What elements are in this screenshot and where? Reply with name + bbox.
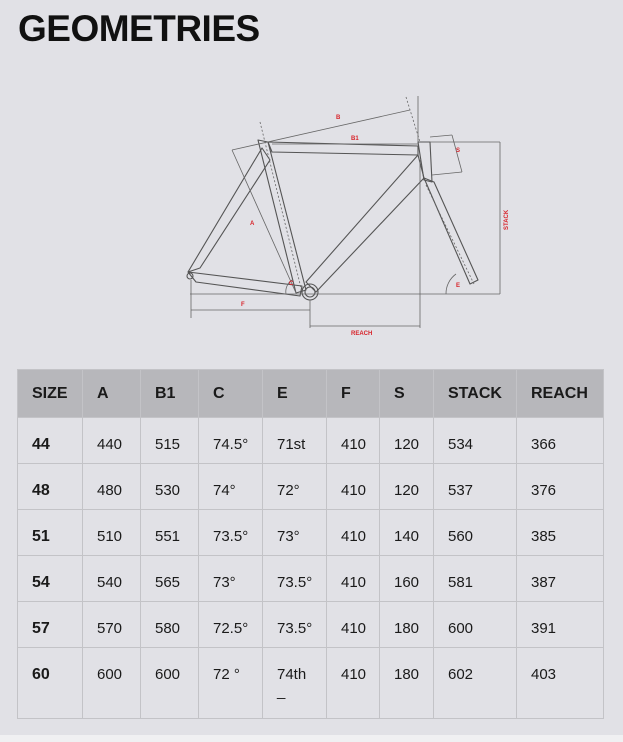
cell-c: 73° (199, 556, 263, 602)
table-row (18, 602, 604, 648)
table-row (18, 510, 604, 556)
cell-f: 410 (327, 464, 380, 510)
cell-e: 73.5° (263, 556, 327, 602)
cell-s: 180 (380, 602, 434, 648)
dim-label-s: S (456, 148, 461, 154)
cell-b1: 580 (141, 602, 199, 648)
cell-a: 600 (83, 648, 141, 719)
cell-reach: 391 (517, 602, 604, 648)
cell-f: 410 (327, 418, 380, 464)
cell-f: 410 (327, 602, 380, 648)
cell-reach: 385 (517, 510, 604, 556)
cell-stack: 560 (434, 510, 517, 556)
cell-s: 140 (380, 510, 434, 556)
header-stack: STACK (434, 370, 517, 418)
cell-b1: 600 (141, 648, 199, 719)
header-c: C (199, 370, 263, 418)
cell-a: 510 (83, 510, 141, 556)
cell-stack: 537 (434, 464, 517, 510)
header-a: A (83, 370, 141, 418)
cell-size: 54 (18, 556, 83, 602)
cell-f: 410 (327, 648, 380, 719)
table-row (18, 556, 604, 602)
cell-size: 48 (18, 464, 83, 510)
cell-s: 120 (380, 418, 434, 464)
table-row (18, 418, 604, 464)
cell-size: 44 (18, 418, 83, 464)
cell-a: 480 (83, 464, 141, 510)
cell-b1: 515 (141, 418, 199, 464)
cell-e: 73° (263, 510, 327, 556)
geometry-table (17, 369, 604, 719)
fork (424, 178, 478, 284)
cell-c: 74° (199, 464, 263, 510)
cell-s: 120 (380, 464, 434, 510)
cell-f: 410 (327, 556, 380, 602)
dim-label-f: F (241, 302, 245, 308)
cell-s: 180 (380, 648, 434, 719)
cell-stack: 600 (434, 602, 517, 648)
cell-a: 570 (83, 602, 141, 648)
seat-tube (258, 140, 306, 293)
dim-label-a: A (250, 221, 255, 227)
cell-b1: 530 (141, 464, 199, 510)
cell-a: 440 (83, 418, 141, 464)
header-f: F (327, 370, 380, 418)
cell-stack: 581 (434, 556, 517, 602)
cell-size: 60 (18, 648, 83, 719)
cell-s: 160 (380, 556, 434, 602)
seat-stay (188, 148, 270, 272)
cell-c: 72 ° (199, 648, 263, 719)
header-size: SIZE (18, 370, 83, 418)
cell-e: 71st (263, 418, 327, 464)
cell-reach: 403 (517, 648, 604, 719)
frame-geometry-diagram (0, 0, 623, 360)
dim-label-e: E (456, 283, 461, 289)
cell-stack: 602 (434, 648, 517, 719)
dim-label-b1: B1 (351, 136, 359, 142)
page-bottom-band (0, 735, 623, 742)
cell-c: 72.5° (199, 602, 263, 648)
cell-f: 410 (327, 510, 380, 556)
header-e: E (263, 370, 327, 418)
table-row (18, 648, 604, 719)
dim-label-b: B (336, 115, 341, 121)
cell-c: 73.5° (199, 510, 263, 556)
cell-size: 51 (18, 510, 83, 556)
cell-c: 74.5° (199, 418, 263, 464)
table-header-row (18, 370, 604, 418)
dim-label-stack: STACK (504, 209, 510, 230)
cell-e: 72° (263, 464, 327, 510)
cell-reach: 376 (517, 464, 604, 510)
header-s: S (380, 370, 434, 418)
dim-label-c: C (289, 281, 294, 287)
cell-e: 73.5° (263, 602, 327, 648)
table-row (18, 464, 604, 510)
cell-b1: 551 (141, 510, 199, 556)
chain-stay (188, 272, 302, 296)
header-reach: REACH (517, 370, 604, 418)
down-tube (306, 155, 424, 292)
cell-stack: 534 (434, 418, 517, 464)
dim-label-reach: REACH (351, 331, 373, 337)
cell-e: 74th _ (263, 648, 327, 719)
cell-a: 540 (83, 556, 141, 602)
cell-reach: 387 (517, 556, 604, 602)
header-b1: B1 (141, 370, 199, 418)
cell-reach: 366 (517, 418, 604, 464)
cell-b1: 565 (141, 556, 199, 602)
page-title: GEOMETRIES (18, 8, 260, 49)
cell-size: 57 (18, 602, 83, 648)
